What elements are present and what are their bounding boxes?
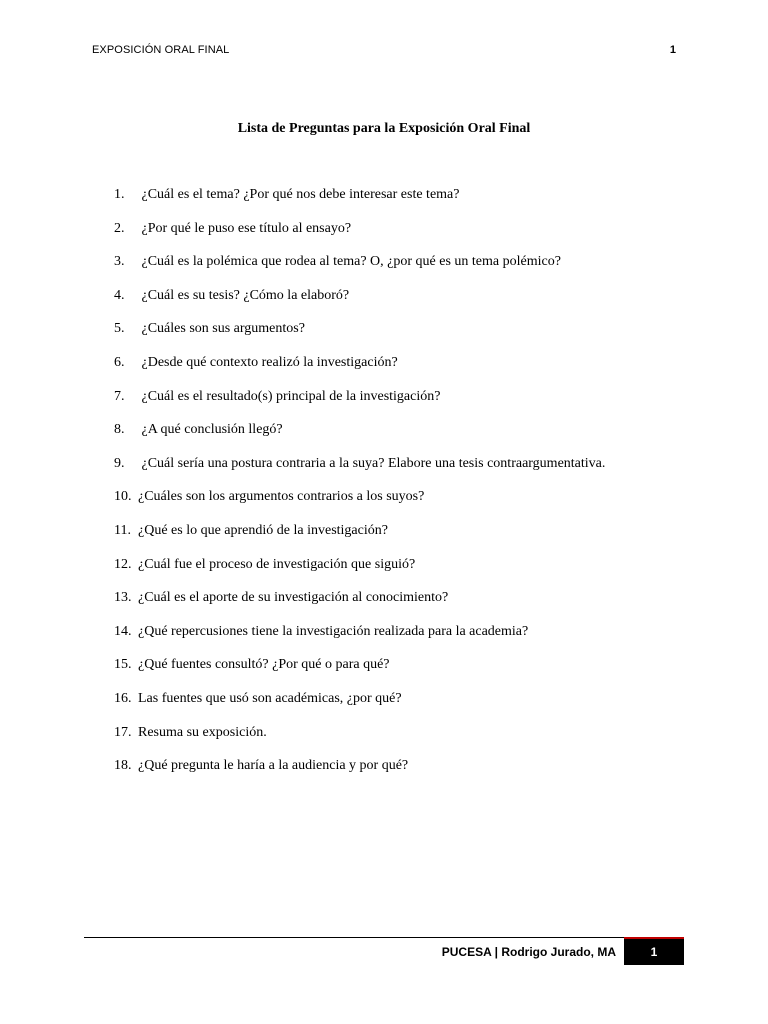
question-item-18 bbox=[114, 757, 605, 791]
question-item-14 bbox=[114, 623, 605, 657]
question-text: ¿Cuáles son los argumentos contrarios a los suyos? bbox=[138, 489, 425, 505]
question-number: 16. bbox=[114, 690, 132, 706]
footer-divider bbox=[84, 937, 684, 938]
question-text: ¿Qué es lo que aprendió de la investigación? bbox=[138, 522, 388, 538]
header-title: EXPOSICIÓN ORAL FINAL bbox=[92, 44, 230, 56]
question-text: ¿Cuál es el tema? ¿Por qué nos debe interesar este tema? bbox=[141, 187, 460, 202]
question-text: ¿Qué fuentes consultó? ¿Por qué o para qué? bbox=[138, 657, 390, 673]
question-number: 5. bbox=[114, 321, 125, 337]
question-item-4 bbox=[114, 287, 605, 321]
question-number: 10. bbox=[114, 489, 132, 505]
question-number: 2. bbox=[114, 220, 125, 236]
question-text: ¿Cuál es el aporte de su investigación al conocimiento? bbox=[138, 590, 449, 606]
question-number: 6. bbox=[114, 354, 125, 370]
question-text: ¿Cuál es el resultado(s) principal de la investigación? bbox=[141, 388, 441, 404]
question-number: 17. bbox=[114, 724, 132, 740]
question-item-3 bbox=[114, 253, 605, 287]
question-item-5 bbox=[114, 320, 605, 354]
question-item-9 bbox=[114, 455, 605, 489]
footer-author: PUCESA | Rodrigo Jurado, MA bbox=[441, 945, 616, 959]
footer-page-number: 1 bbox=[624, 939, 684, 965]
question-item-11 bbox=[114, 522, 605, 556]
question-text: ¿Qué repercusiones tiene la investigación realizada para la academia? bbox=[138, 623, 529, 639]
question-item-7 bbox=[114, 388, 605, 422]
question-number: 18. bbox=[114, 758, 132, 774]
question-text: ¿Qué pregunta le haría a la audiencia y por qué? bbox=[138, 758, 409, 774]
question-item-1 bbox=[114, 186, 605, 220]
question-item-10 bbox=[114, 488, 605, 522]
question-number: 15. bbox=[114, 657, 132, 673]
question-number: 9. bbox=[114, 455, 125, 471]
question-text: Resuma su exposición. bbox=[138, 724, 267, 740]
question-item-12 bbox=[114, 556, 605, 590]
question-number: 4. bbox=[114, 287, 125, 303]
question-number: 1. bbox=[114, 187, 125, 202]
question-item-8 bbox=[114, 421, 605, 455]
question-item-13 bbox=[114, 589, 605, 623]
question-item-2 bbox=[114, 220, 605, 254]
question-number: 3. bbox=[114, 254, 125, 270]
question-item-6 bbox=[114, 354, 605, 388]
document-title: Lista de Preguntas para la Exposición Oral Final bbox=[237, 121, 531, 136]
question-text: ¿Desde qué contexto realizó la investigación? bbox=[141, 354, 398, 370]
question-number: 7. bbox=[114, 388, 125, 404]
question-number: 14. bbox=[114, 623, 132, 639]
question-item-15 bbox=[114, 656, 605, 690]
question-text: ¿Cuál sería una postura contraria a la suya? Elabore una tesis contraargumentativa. bbox=[141, 455, 606, 471]
question-text: ¿Cuál fue el proceso de investigación que siguió? bbox=[138, 556, 416, 572]
question-text: ¿A qué conclusión llegó? bbox=[141, 422, 283, 438]
question-text: ¿Cuáles son sus argumentos? bbox=[141, 321, 305, 337]
question-list bbox=[114, 186, 605, 791]
question-number: 11. bbox=[114, 522, 131, 538]
question-number: 12. bbox=[114, 556, 132, 572]
question-text: ¿Por qué le puso ese título al ensayo? bbox=[141, 220, 352, 236]
header-page-number: 1 bbox=[669, 44, 676, 56]
question-text: Las fuentes que usó son académicas, ¿por qué? bbox=[138, 690, 402, 706]
question-number: 13. bbox=[114, 590, 132, 606]
question-number: 8. bbox=[114, 422, 125, 438]
question-item-17 bbox=[114, 724, 605, 758]
question-text: ¿Cuál es su tesis? ¿Cómo la elaboró? bbox=[141, 287, 350, 303]
question-item-16 bbox=[114, 690, 605, 724]
question-text: ¿Cuál es la polémica que rodea al tema? O, ¿por qué es un tema polémico? bbox=[141, 254, 561, 270]
